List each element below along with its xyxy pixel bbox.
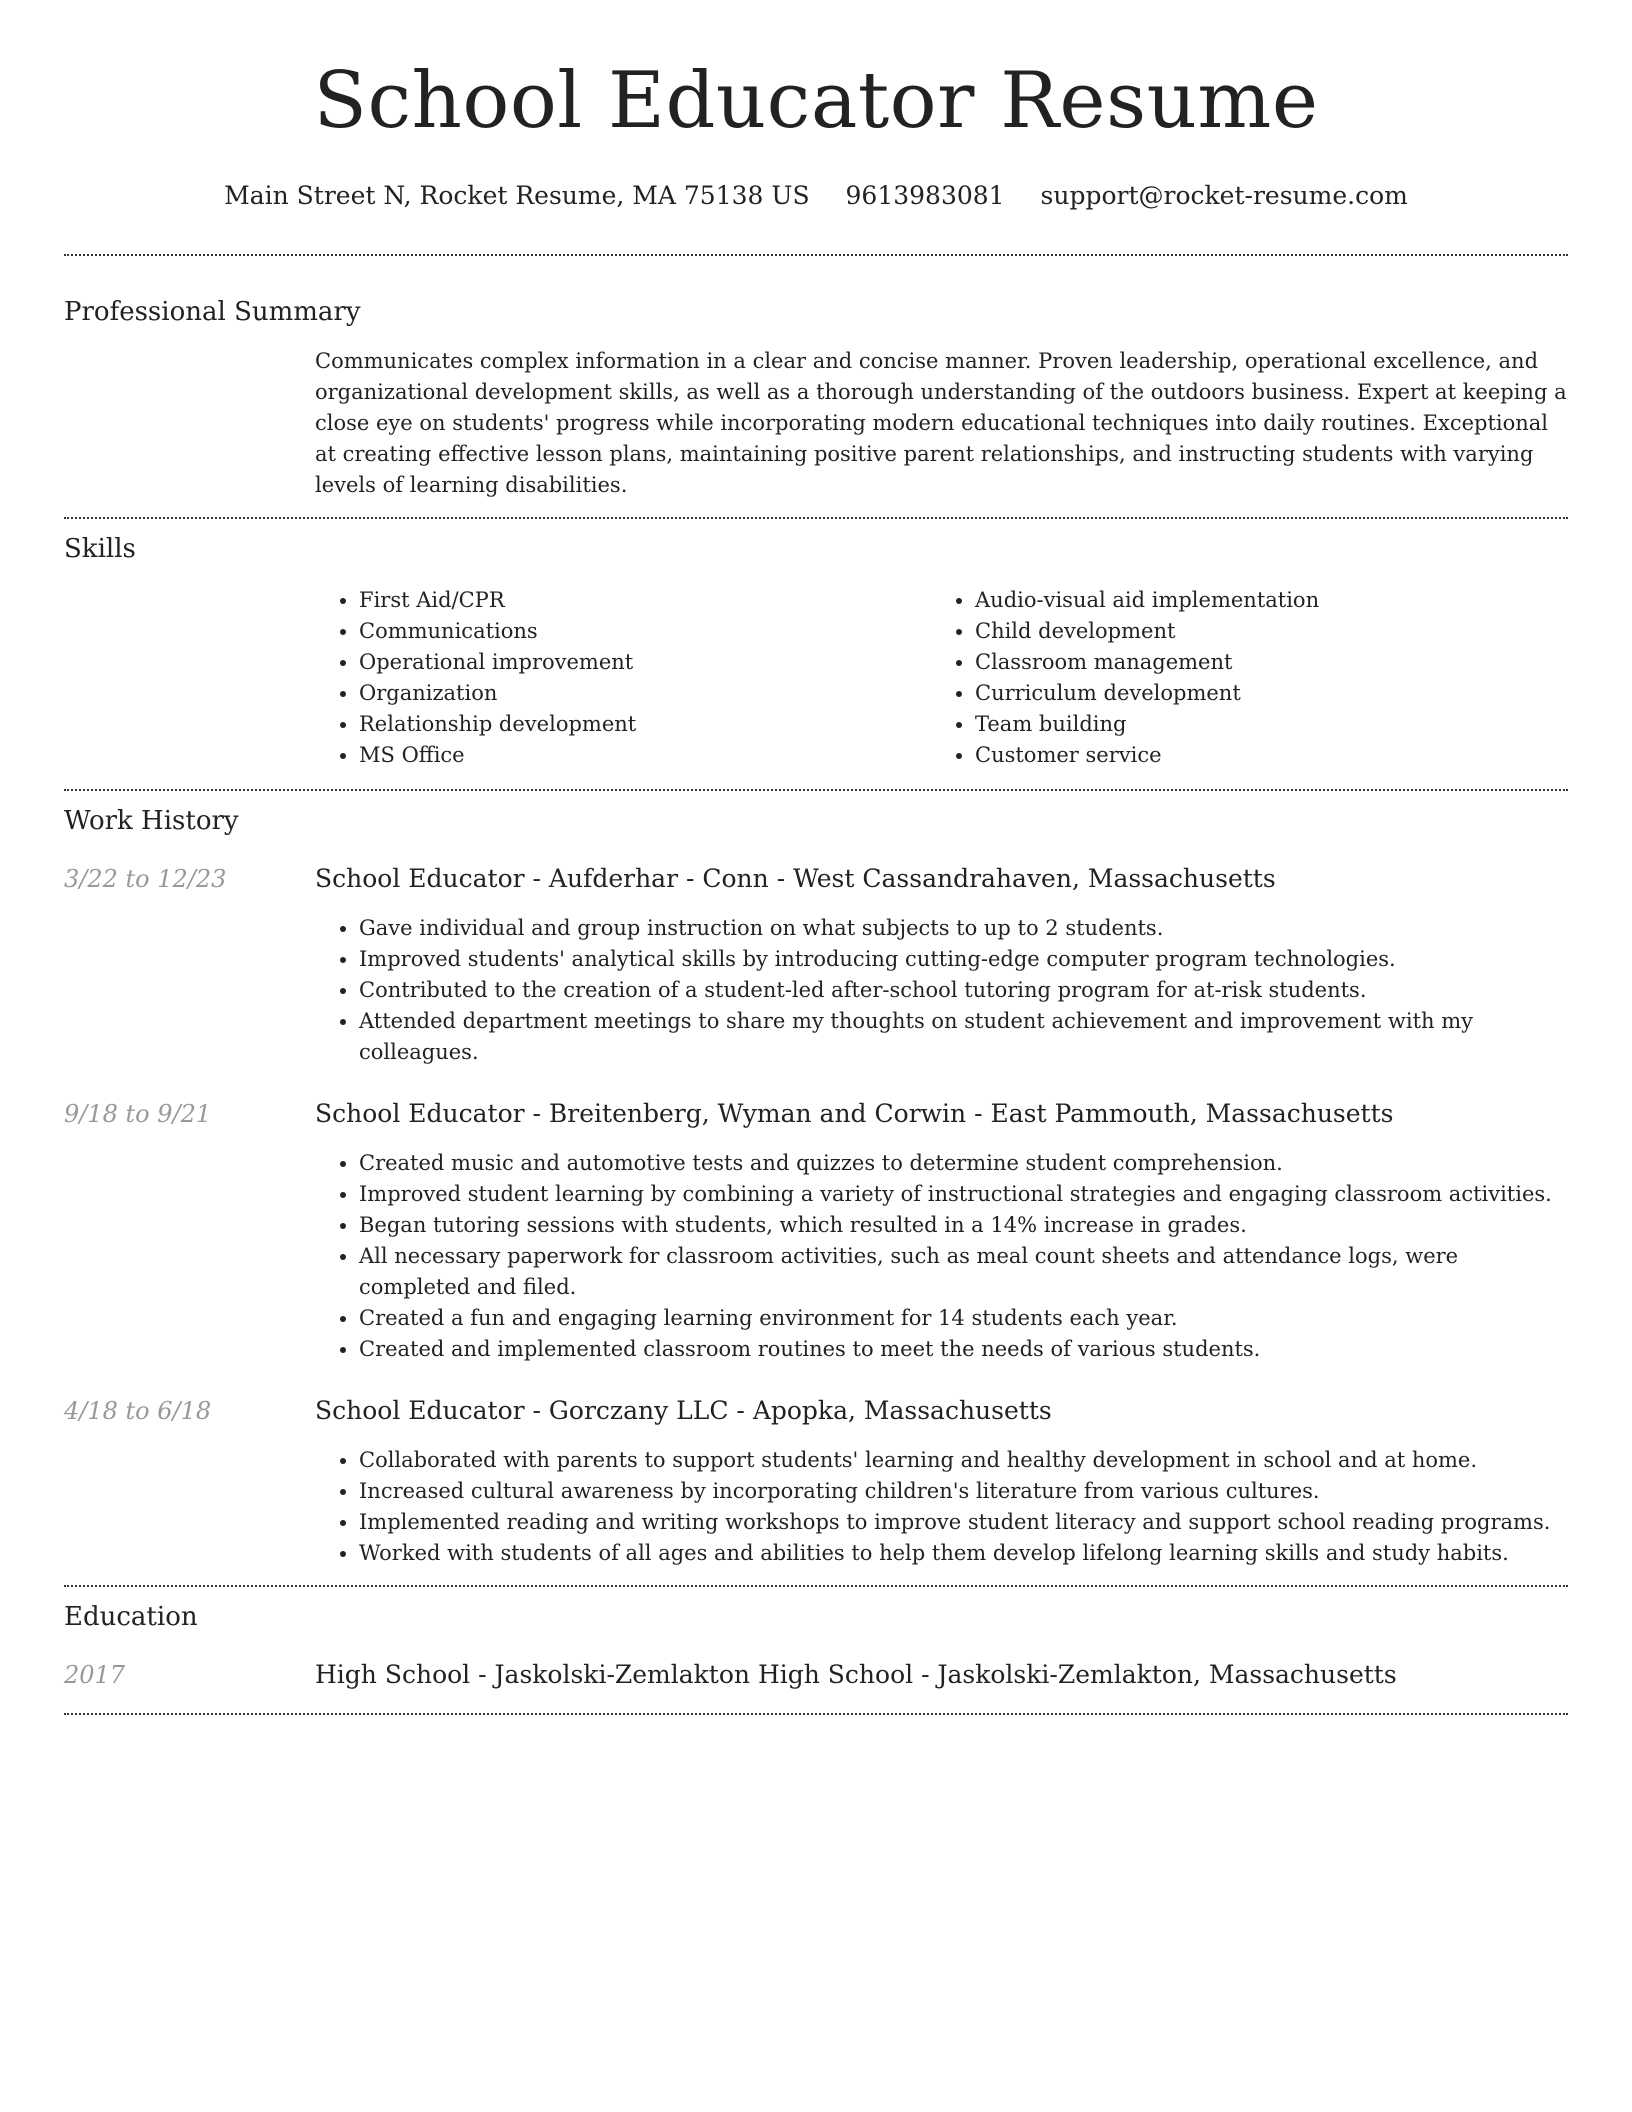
job-bullet-list	[315, 1445, 1568, 1569]
job-bullet: • Improved students' analytical skills by introducing cutting-edge computer program technologies.	[359, 944, 1568, 975]
job-bullet: • Contributed to the creation of a student-led after-school tutoring program for at-risk students.	[359, 975, 1568, 1006]
education-year: 2017	[64, 1661, 126, 1689]
job-dates: 3/22 to 12/23	[64, 865, 227, 893]
job-bullet-list	[315, 1148, 1568, 1365]
skill-item: • Curriculum development	[975, 678, 1547, 709]
job-bullets	[315, 1445, 1568, 1569]
job-dates: 9/18 to 9/21	[64, 1100, 212, 1128]
job-entry	[64, 1094, 1568, 1365]
contact-email: support@rocket-resume.com	[1040, 181, 1408, 210]
job-bullet-list	[315, 913, 1568, 1068]
job-title: School Educator - Gorczany LLC - Apopka, Massachusetts	[315, 1396, 1052, 1425]
skills-heading: Skills	[64, 534, 136, 564]
skills-block	[315, 585, 1568, 771]
skill-item: • Child development	[975, 616, 1547, 647]
job-bullet: • Created a fun and engaging learning environment for 14 students each year.	[359, 1303, 1568, 1334]
skills-list-right	[931, 585, 1547, 771]
job-header	[64, 1391, 1568, 1431]
job-title: School Educator - Aufderhar - Conn - West Cassandrahaven, Massachusetts	[315, 864, 1276, 893]
skills-column-right	[931, 585, 1547, 771]
job-dates: 4/18 to 6/18	[64, 1397, 212, 1425]
job-bullet: • Improved student learning by combining a variety of instructional strategies and engaging classroom activities.	[359, 1179, 1568, 1210]
resume-page	[64, 0, 1568, 1715]
divider	[64, 1713, 1568, 1715]
skill-item: • First Aid/CPR	[359, 585, 931, 616]
skill-item: • Team building	[975, 709, 1547, 740]
job-header	[64, 1094, 1568, 1134]
job-bullets	[315, 1148, 1568, 1365]
summary-text: Communicates complex information in a clear and concise manner. Proven leadership, operational excellence, and organizational development skills, as well as a thorough understanding of the outdoors business. Expert at keeping a close eye on students' progress while incorporating modern educational techniques into daily routines. Exceptional at creating effective lesson plans, maintaining positive parent relationships, and instructing students with varying levels of learning disabilities.	[315, 349, 1567, 497]
skill-item: • Organization	[359, 678, 931, 709]
skill-item: • MS Office	[359, 740, 931, 771]
work-heading: Work History	[64, 806, 239, 836]
skill-item: • Operational improvement	[359, 647, 931, 678]
job-bullet: • Began tutoring sessions with students, which resulted in a 14% increase in grades.	[359, 1210, 1568, 1241]
job-bullet: • Increased cultural awareness by incorporating children's literature from various cultures.	[359, 1476, 1568, 1507]
skill-item: • Relationship development	[359, 709, 931, 740]
job-bullet: • Worked with students of all ages and abilities to help them develop lifelong learning skills and study habits.	[359, 1538, 1568, 1569]
job-bullet: • Gave individual and group instruction on what subjects to up to 2 students.	[359, 913, 1568, 944]
skill-item: • Communications	[359, 616, 931, 647]
job-bullet: • Attended department meetings to share my thoughts on student achievement and improvement with my colleagues.	[359, 1006, 1568, 1068]
divider	[64, 789, 1568, 791]
skill-item: • Classroom management	[975, 647, 1547, 678]
job-bullet: • Collaborated with parents to support students' learning and healthy development in school and at home.	[359, 1445, 1568, 1476]
divider	[64, 517, 1568, 519]
summary-heading: Professional Summary	[64, 297, 361, 327]
job-bullet: • Created music and automotive tests and quizzes to determine student comprehension.	[359, 1148, 1568, 1179]
skills-list-left	[315, 585, 931, 771]
job-entry	[64, 859, 1568, 1068]
education-heading: Education	[64, 1602, 198, 1632]
job-title: School Educator - Breitenberg, Wyman and Corwin - East Pammouth, Massachusetts	[315, 1099, 1394, 1128]
job-bullets	[315, 913, 1568, 1068]
contact-address: Main Street N, Rocket Resume, MA 75138 US	[224, 181, 810, 210]
skill-item: • Customer service	[975, 740, 1547, 771]
skills-column-left	[315, 585, 931, 771]
contact-phone: 9613983081	[845, 181, 1005, 210]
skill-item: • Audio-visual aid implementation	[975, 585, 1547, 616]
job-bullet: • Created and implemented classroom routines to meet the needs of various students.	[359, 1334, 1568, 1365]
divider	[64, 254, 1568, 256]
contact-line	[64, 178, 1568, 214]
job-bullet: • Implemented reading and writing workshops to improve student literacy and support school reading programs.	[359, 1507, 1568, 1538]
education-entry	[64, 1655, 1568, 1695]
job-entry	[64, 1391, 1568, 1569]
education-title: High School - Jaskolski-Zemlakton High School - Jaskolski-Zemlakton, Massachusetts	[315, 1660, 1397, 1689]
job-bullet: • All necessary paperwork for classroom activities, such as meal count sheets and attendance logs, were completed and filed.	[359, 1241, 1568, 1303]
resume-title: School Educator Resume	[313, 56, 1319, 146]
job-header	[64, 859, 1568, 899]
summary-block	[315, 346, 1568, 501]
divider	[64, 1585, 1568, 1587]
